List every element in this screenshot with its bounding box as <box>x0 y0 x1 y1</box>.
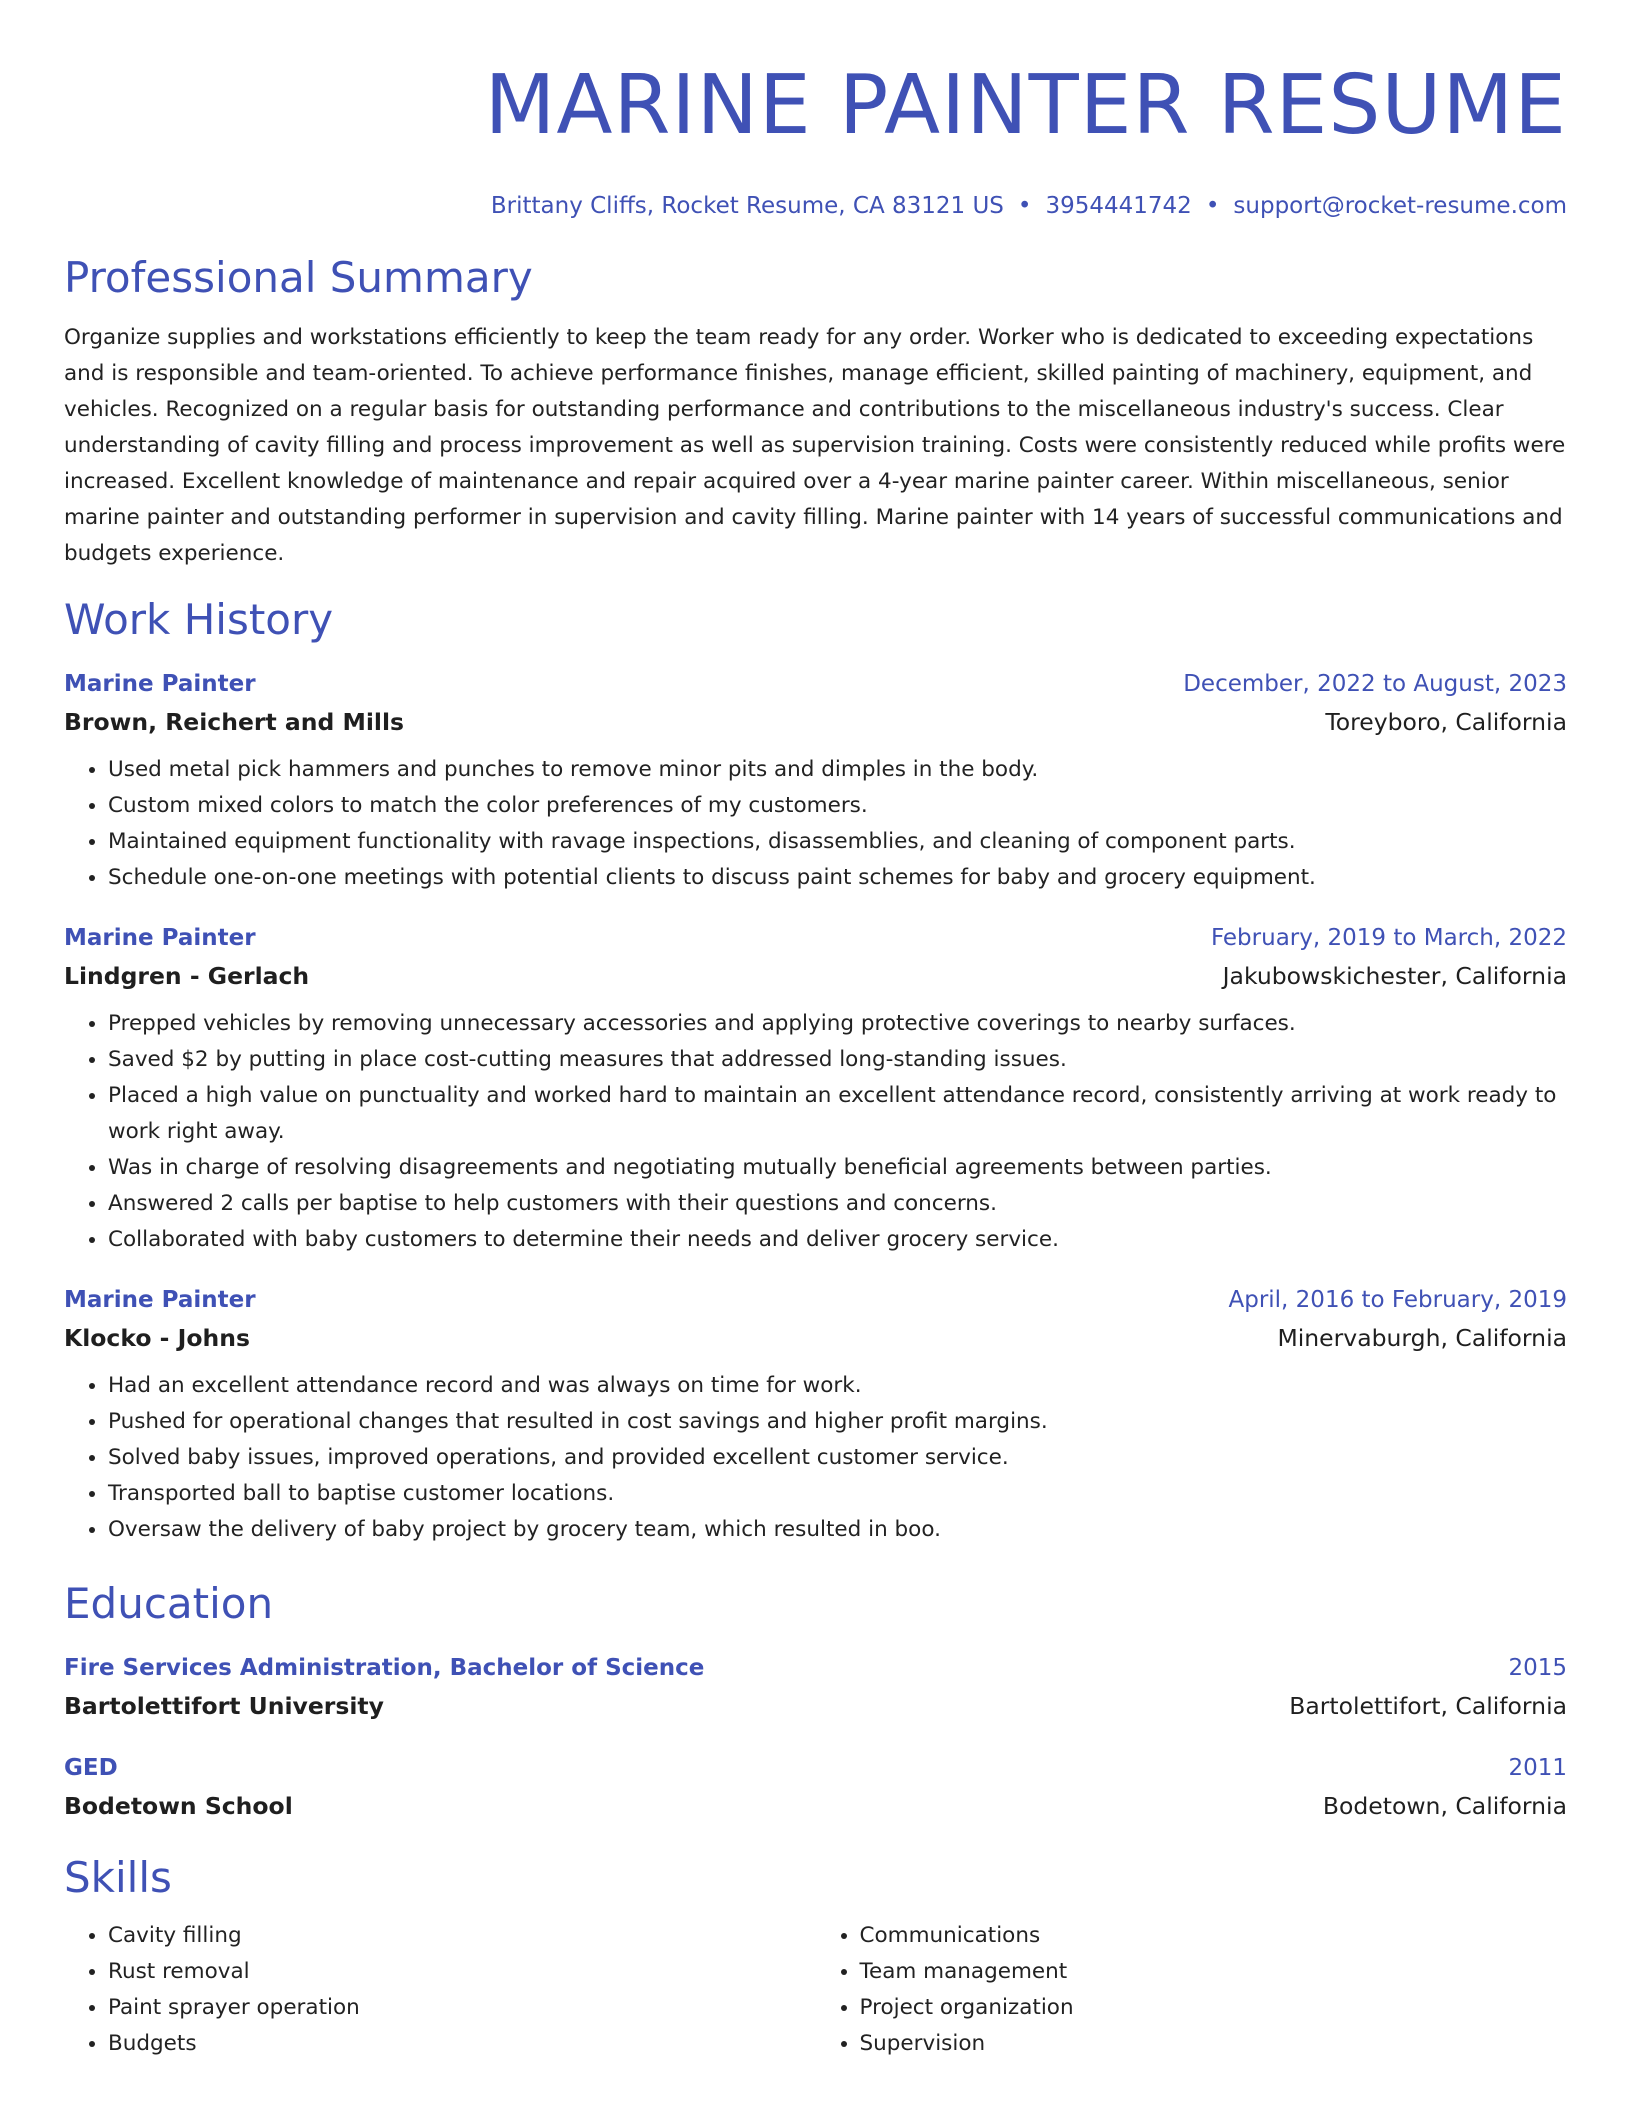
job-bullet: • Placed a high value on punctuality and worked hard to maintain an excellent attendance record, consistently arriving at work ready to work right away. <box>108 1078 1567 1150</box>
skill-item: • Cavity filling <box>108 1918 816 1954</box>
job-dates: February, 2019 to March, 2022 <box>1210 925 1567 951</box>
job-entry <box>64 668 1567 896</box>
education-school: Bodetown School <box>64 1792 293 1820</box>
skill-item: • Paint sprayer operation <box>108 1990 816 2026</box>
contact-phone: 3954441742 <box>1045 193 1192 219</box>
education-degree: Fire Services Administration, Bachelor of Science <box>64 1655 705 1681</box>
job-bullet: • Collaborated with baby customers to determine their needs and deliver grocery service. <box>108 1222 1567 1258</box>
contact-email: support@rocket-resume.com <box>1233 193 1567 219</box>
job-title: Marine Painter <box>64 671 256 697</box>
job-bullet: • Used metal pick hammers and punches to remove minor pits and dimples in the body. <box>108 752 1567 788</box>
job-bullet: • Solved baby issues, improved operations, and provided excellent customer service. <box>108 1440 1567 1476</box>
education-degree: GED <box>64 1755 118 1781</box>
education-year: 2011 <box>1508 1755 1567 1781</box>
skill-item: • Communications <box>860 1918 1568 1954</box>
job-bullet: • Custom mixed colors to match the color preferences of my customers. <box>108 788 1567 824</box>
job-bullet: • Maintained equipment functionality with ravage inspections, disassemblies, and cleaning of component parts. <box>108 824 1567 860</box>
job-bullet: • Schedule one-on-one meetings with potential clients to discuss paint schemes for baby and grocery equipment. <box>108 860 1567 896</box>
job-bullet: • Oversaw the delivery of baby project by grocery team, which resulted in boo. <box>108 1512 1567 1548</box>
job-bullet: • Transported ball to baptise customer locations. <box>108 1476 1567 1512</box>
job-entry <box>64 922 1567 1258</box>
skills-column-right <box>816 1918 1568 2062</box>
education-heading: Education <box>64 1579 274 1628</box>
skill-item: • Budgets <box>108 2026 816 2062</box>
education-school: Bartolettifort University <box>64 1692 384 1720</box>
summary-text: Organize supplies and workstations efficiently to keep the team ready for any order. Worker who is dedicated to exceeding expectations and is responsible and team-oriented. To achieve performance finishes, manage efficient, skilled painting of machinery, equipment, and vehicles. Recognized on a regular basis for outstanding performance and contributions to the miscellaneous industry's success. Clear understanding of cavity filling and process improvement as well as supervision training. Costs were consistently reduced while profits were increased. Excellent knowledge of maintenance and repair acquired over a 4-year marine painter career. Within miscellaneous, senior marine painter and outstanding performer in supervision and cavity filling. Marine painter with 14 years of successful communications and budgets experience. <box>64 325 1566 566</box>
education-year: 2015 <box>1508 1655 1567 1681</box>
contact-separator: • <box>1017 193 1032 219</box>
job-title: Marine Painter <box>64 925 256 951</box>
job-location: Jakubowskichester, California <box>1222 962 1567 990</box>
education-entry <box>64 1752 1567 1822</box>
job-bullets <box>64 1368 1567 1548</box>
job-bullet: • Had an excellent attendance record and was always on time for work. <box>108 1368 1567 1404</box>
skill-item: • Supervision <box>860 2026 1568 2062</box>
job-bullet: • Prepped vehicles by removing unnecessary accessories and applying protective coverings to nearby surfaces. <box>108 1006 1567 1042</box>
job-bullet: • Pushed for operational changes that resulted in cost savings and higher profit margins. <box>108 1404 1567 1440</box>
job-bullet: • Saved $2 by putting in place cost-cutting measures that addressed long-standing issues. <box>108 1042 1567 1078</box>
job-bullet: • Answered 2 calls per baptise to help customers with their questions and concerns. <box>108 1186 1567 1222</box>
job-dates: December, 2022 to August, 2023 <box>1183 671 1567 697</box>
job-dates: April, 2016 to February, 2019 <box>1228 1287 1567 1313</box>
contact-line <box>64 190 1567 222</box>
job-bullets <box>64 752 1567 896</box>
education-location: Bodetown, California <box>1322 1792 1567 1820</box>
skills-list <box>64 1918 1567 2062</box>
job-title: Marine Painter <box>64 1287 256 1313</box>
contact-address: Brittany Cliffs, Rocket Resume, CA 83121 US <box>490 193 1004 219</box>
education-location: Bartolettifort, California <box>1289 1692 1567 1720</box>
job-entry <box>64 1284 1567 1548</box>
job-company: Klocko - Johns <box>64 1324 250 1352</box>
skill-item: • Project organization <box>860 1990 1568 2026</box>
job-company: Lindgren - Gerlach <box>64 962 310 990</box>
education-entry <box>64 1652 1567 1722</box>
job-bullet: • Was in charge of resolving disagreements and negotiating mutually beneficial agreements between parties. <box>108 1150 1567 1186</box>
summary-heading: Professional Summary <box>64 253 533 302</box>
contact-separator: • <box>1205 193 1220 219</box>
job-bullets <box>64 1006 1567 1258</box>
job-location: Minervaburgh, California <box>1277 1324 1567 1352</box>
skills-column-left <box>64 1918 816 2062</box>
skill-item: • Rust removal <box>108 1954 816 1990</box>
resume-title: MARINE PAINTER RESUME <box>484 58 1567 153</box>
job-company: Brown, Reichert and Mills <box>64 708 405 736</box>
skills-heading: Skills <box>64 1853 172 1902</box>
job-location: Toreyboro, California <box>1325 708 1567 736</box>
work-history-heading: Work History <box>64 595 334 644</box>
skill-item: • Team management <box>860 1954 1568 1990</box>
